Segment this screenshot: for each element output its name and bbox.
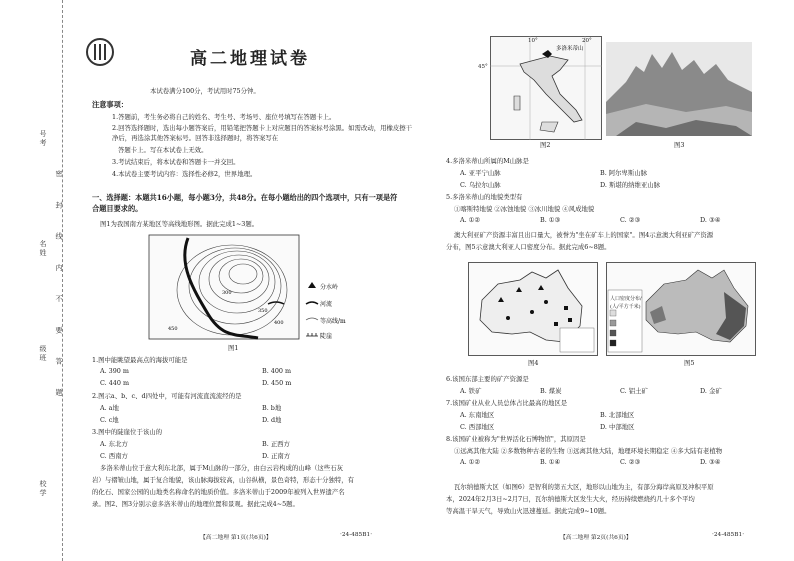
lon-label: 10° [528,38,538,44]
option[interactable]: D. 金矿 [700,387,722,395]
exam-info: 本试卷满分100分，考试用时75分钟。 [150,87,260,95]
passage-line: 等高温干旱天气，导致山火迅速蔓延。据此完成9~10题。 [446,507,611,515]
option[interactable]: C. 乌拉尔山脉 [460,181,501,189]
fig4-caption: 图4 [528,359,539,367]
option[interactable]: B. 400 m [262,367,292,375]
passage-line: 分布，图5示意澳大利亚人口密度分布。据此完成6~8题。 [446,243,611,251]
binding-strip [0,0,63,561]
question-5-sub: ①喀斯特地貌 ②冰蚀地貌 ③冰川地貌 ④风成地貌 [454,205,595,213]
contour-legend-icon [306,318,318,320]
fig2-caption: 图2 [540,141,551,149]
contour-label: 350 [258,308,268,314]
australia-mineral-map [468,262,598,356]
option[interactable]: A. 东南地区 [460,411,495,419]
option[interactable]: B. b地 [262,404,282,412]
option[interactable]: D. 450 m [262,379,292,387]
notice-item: 4.本试卷主要考试内容：选择性必修2，世界地理。 [112,170,257,178]
option[interactable]: C. c地 [100,416,119,424]
lon-label: 20° [582,38,592,44]
section-heading: 一、选择题：本题共16小题，每小题3分，共48分。在每小题给出的四个选项中，只有一项是符 [92,193,398,202]
contour-label: 400 [274,320,284,326]
question-2: 2.图示a、b、c、d四处中，可能有河流直流流经的是 [92,392,242,400]
question-1: 1.图中能眺望最高点的海拔可能是 [92,356,188,364]
option[interactable]: D. 正南方 [262,452,291,460]
passage-line: 本，2024年2月3日~2月7日，瓦尔纳德斯大区发生大火，经历持续燃烧约几十多个平均 [446,495,695,503]
option[interactable]: C. ②③ [620,458,641,466]
notice-heading: 注意事项： [92,100,128,109]
class-label: 级班 [39,345,47,363]
option[interactable]: B. ①④ [540,458,561,466]
fig5-legend-title: 人口密度分布/ [610,296,642,302]
passage-line: 瓦尔纳德斯大区（如图6）是智利的第五大区，地形以山地为主，有部分海岸高原及冲积平原 [454,483,714,491]
question-6: 6.该国东部主要的矿产资源是 [446,375,529,383]
option[interactable]: A. ①② [460,458,481,466]
notice-item: 1.答题前，考生务必将自己的姓名、考生号、考场号、座位号填写在答题卡上。 [112,113,336,121]
watershed-legend-icon [308,282,316,288]
option[interactable]: D. 中部地区 [600,423,635,431]
option[interactable]: A. a地 [100,404,119,412]
contour-label: 450 [168,326,178,332]
seal-line-text: 密 封 线 内 不 要 答 题 [55,170,63,407]
fig5-caption: 图5 [684,359,695,367]
passage-line: 的化石、国家公园的山地类名称命名的地质价值。多洛米蒂山于2009年被列入世界遗产名 [92,488,345,496]
legend-label: 等高线/m [320,318,346,325]
footer-page: 【高二地理 第1页(共6页)】 [200,535,272,541]
passage-line: 澳大利亚矿产资源丰富且出口量大，被誉为"坐在矿车上的国家"。图4示意澳大利亚矿产资源 [454,231,714,239]
river-legend-icon [306,302,318,304]
notice-item: 答题卡上。写在本试卷上无效。 [118,146,208,154]
passage-line: 多洛米蒂山位于意大利东北部，属于M山脉的一部分，由白云岩构成的山峰（这些石灰 [100,464,343,472]
option[interactable]: B. ①③ [540,216,561,224]
option[interactable]: C. ②③ [620,216,641,224]
footer-page: 【高二地理 第2页(共6页)】 [560,535,632,541]
option[interactable]: C. 铝土矿 [620,387,648,395]
question-4: 4.多洛米蒂山所属的M山脉是 [446,157,529,165]
legend-label: 河流 [320,301,333,308]
question-7: 7.该国矿业从业人员总体占比最高的地区是 [446,399,568,407]
contour-label: 300 [222,290,232,296]
map-marker-label: 多洛米蒂山 [556,46,584,52]
option[interactable]: C. 440 m [100,379,130,387]
legend-label: 分水岭 [320,284,339,291]
option[interactable]: D. ③④ [700,458,721,466]
publisher-logo [86,38,114,66]
option[interactable]: D. d地 [262,416,282,424]
school-label: 校学 [39,480,47,498]
footer-code: ·24-485B1· [340,532,373,538]
option[interactable]: C. 西南方 [100,452,128,460]
page-title: 高二地理试卷 [190,49,310,69]
option[interactable]: B. 北部地区 [600,411,635,419]
legend-label: 陡崖 [320,333,333,340]
id-label: 号考 [39,130,47,148]
option[interactable]: B. 正西方 [262,440,290,448]
option[interactable]: A. 390 m [100,367,129,375]
option[interactable]: A. 亚平宁山脉 [460,169,501,177]
option[interactable]: A. 东北方 [100,440,128,448]
dolomites-photo [606,42,752,136]
question-8: 8.该国矿业被称为"世界活化石博物馆"，其原因是 [446,435,586,443]
question-3: 3.图中的陡崖位于该山的 [92,428,163,436]
option[interactable]: B. 阿尔卑斯山脉 [600,169,648,177]
option[interactable]: B. 煤炭 [540,387,562,395]
question-8-sub: ①远离其他大陆 ②多数物种古老的生物 ③远离其他大陆，地理环境长期稳定 ④多大陆有老植物 [454,447,723,455]
fig1-caption: 图1 [228,344,239,352]
fig1-intro: 图1为我国南方某地区等高线地形图。据此完成1~3题。 [100,220,259,228]
footer-code: ·24-485B1· [712,532,745,538]
question-5: 5.多洛米蒂山的地貌类型有 [446,193,523,201]
option[interactable]: A. ①② [460,216,481,224]
fig5-legend-unit: (人/平方千米) [610,304,641,310]
option[interactable]: D. 斯堪的纳维亚山脉 [600,181,661,189]
option[interactable]: D. ③④ [700,216,721,224]
italy-map [490,36,602,140]
section-heading-cont: 合题目要求的。 [92,204,143,213]
lat-label: 45° [478,64,488,70]
fig3-caption: 图3 [674,141,685,149]
notice-item: 3.考试结束后，将本试卷和答题卡一并交回。 [112,158,240,166]
option[interactable]: A. 铁矿 [460,387,482,395]
notice-item: 2.回答选择题时，选出每小题答案后，用铅笔把答题卡上对应题目的答案标号涂黑。如需改动，用橡皮擦干净后，再选涂其他答案标号。回答非选择题时，将答案写在 [112,124,413,142]
passage-line: 录。图2、图3分别示意多洛米蒂山的地理位置和景观。据此完成4~5题。 [92,500,299,508]
passage-line: 岩）与褶皱山地，属于复合地貌，该山脉海拔较高，山谷纵横，景色奇特，形态十分独特，有 [92,476,355,484]
cliff-legend-icon [306,333,318,336]
name-label: 名姓 [39,240,47,258]
contour-map [148,234,394,346]
option[interactable]: C. 西部地区 [460,423,495,431]
